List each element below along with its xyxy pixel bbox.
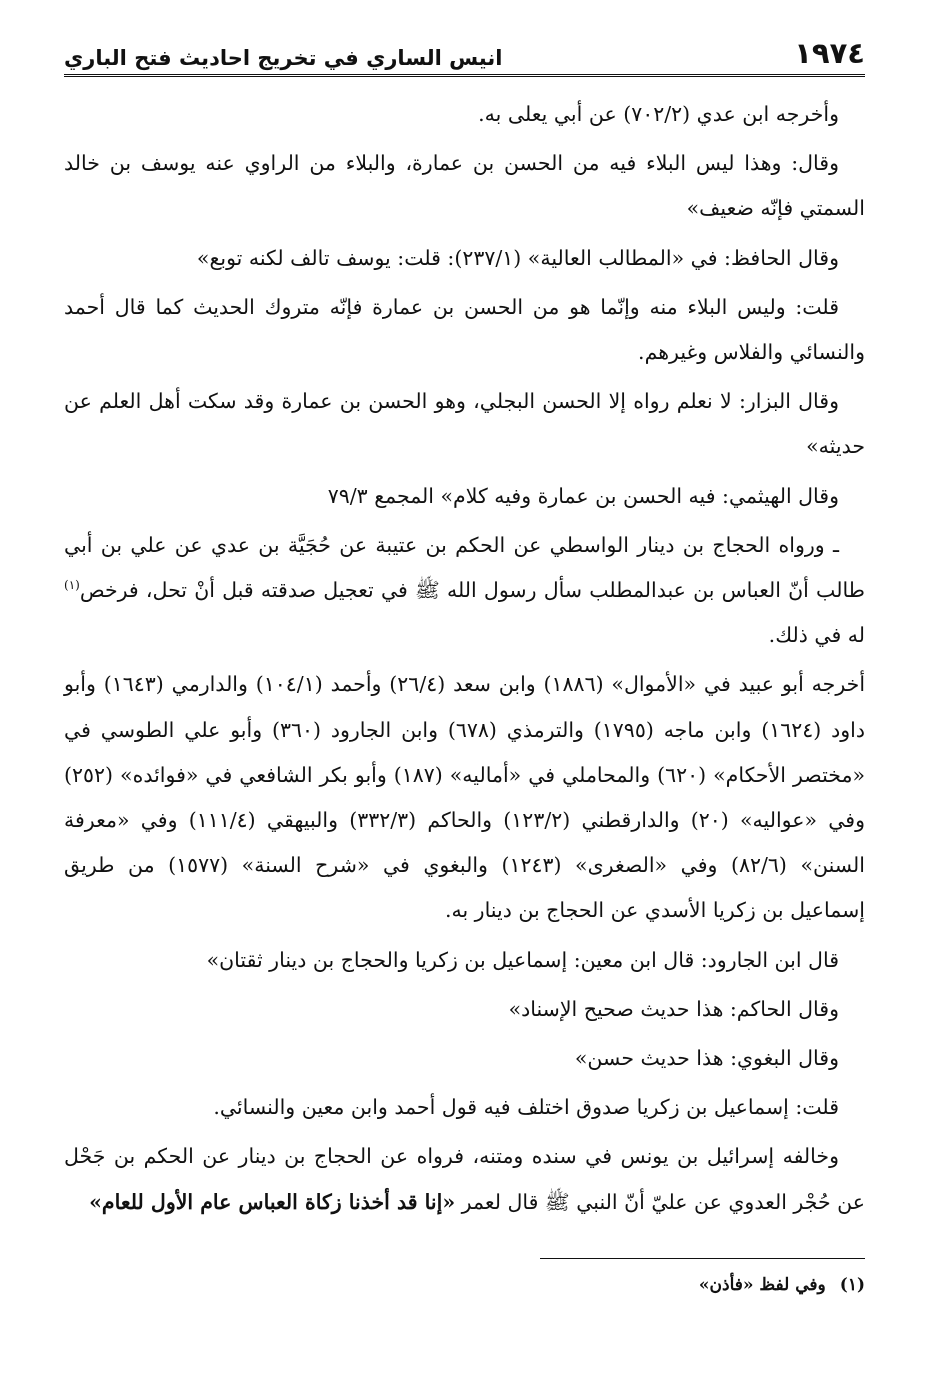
page-number: ١٩٧٤ <box>794 36 865 70</box>
hadith-quote: «إنا قد أخذنا زكاة العباس عام الأول للعام» <box>89 1189 456 1214</box>
indented-paragraph: وقال الحاكم: هذا حديث صحيح الإسناد» <box>508 996 839 1021</box>
indented-paragraph: قلت: إسماعيل بن زكريا صدوق اختلف فيه قول أحمد وابن معين والنسائي. <box>213 1095 839 1120</box>
paragraph: وقال الهيثمي: فيه الحسن بن عمارة وفيه كلام» المجمع ٧٩/٣ <box>327 483 839 508</box>
paragraph: قلت: وليس البلاء منه وإنّما هو من الحسن بن عمارة فإنّه متروك الحديث كما قال أحمد والنسائي والفلاس وغيرهم. <box>64 294 865 365</box>
indented-paragraph: قال ابن الجارود: قال ابن معين: إسماعيل بن زكريا والحجاج بن دينار ثقتان» <box>206 947 839 972</box>
final-text: وخالفه إسرائيل بن يونس في سنده ومتنه، فرواه عن الحجاج بن دينار عن الحكم بن جَحْل عن حُجْر العدوي عن عليّ أنّ النبي ﷺ قال لعمر <box>64 1144 865 1214</box>
footnote-marker: (١) <box>839 1275 865 1295</box>
running-head <box>64 24 865 77</box>
indented-paragraph: وقال البغوي: هذا حديث حسن» <box>574 1046 839 1071</box>
final-paragraph <box>64 1134 865 1224</box>
footnote-text: وفي لفظ «فأذن» <box>698 1275 826 1295</box>
paragraph: وأخرجه ابن عدي (٧٠٢/٢) عن أبي يعلى به. <box>478 102 839 126</box>
body-text <box>64 92 865 1229</box>
hajjaj-text: ـ ورواه الحجاج بن دينار الواسطي عن الحكم بن عتيبة عن حُجَيَّة بن عدي عن علي بن أبي طالب أنّ العباس بن عبدالمطلب سأل رسول الله ﷺ في تعجيل صدقته قبل أنْ تحل، فرخص <box>64 532 865 603</box>
paragraph: وقال: وهذا ليس البلاء فيه من الحسن بن عمارة، والبلاء من الراوي عنه يوسف بن خالد السمتي فإنّه ضعيف» <box>64 151 865 221</box>
footnote <box>64 1270 865 1300</box>
hajjaj-paragraph <box>64 523 865 659</box>
footnote-reference[interactable]: (١) <box>64 578 80 593</box>
running-title: انيس الساري في تخريج احاديث فتح الباري <box>64 46 503 70</box>
hajjaj-text-end: له في ذلك. <box>768 623 865 648</box>
paragraph: وقال البزار: لا نعلم رواه إلا الحسن البجلي، وهو الحسن بن عمارة وقد سكت أهل العلم عن حديثه» <box>64 389 865 459</box>
takhrij-paragraph: أخرجه أبو عبيد في «الأموال» (١٨٨٦) وابن سعد (٢٦/٤) وأحمد (١٠٤/١) والدارمي (١٦٤٣) وأبو داود (١٦٢٤) وابن ماجه (١٧٩٥) والترمذي (٦٧٨) وابن الجارود (٣٦٠) وأبو علي الطوسي في «مختصر الأحكام» (٦٢٠) والمحاملي في «أماليه» (١٨٧) وأبو بكر الشافعي في «فوائده» (٢٥٢) وفي «عواليه» (٢٠) والدارقطني (١٢٣/٢) والحاكم (٣٣٢/٣) والبيهقي (١١١/٤) وفي «معرفة السنن» (٨٢/٦) وفي «الصغرى» (١٢٤٣) والبغوي في «شرح السنة» (١٥٧٧) من طريق إسماعيل بن زكريا الأسدي عن الحجاج بن دينار به. <box>64 672 866 923</box>
footnote-separator <box>540 1258 865 1259</box>
paragraph: وقال الحافظ: في «المطالب العالية» (٢٣٧/١): قلت: يوسف تالف لكنه توبع» <box>196 245 839 270</box>
